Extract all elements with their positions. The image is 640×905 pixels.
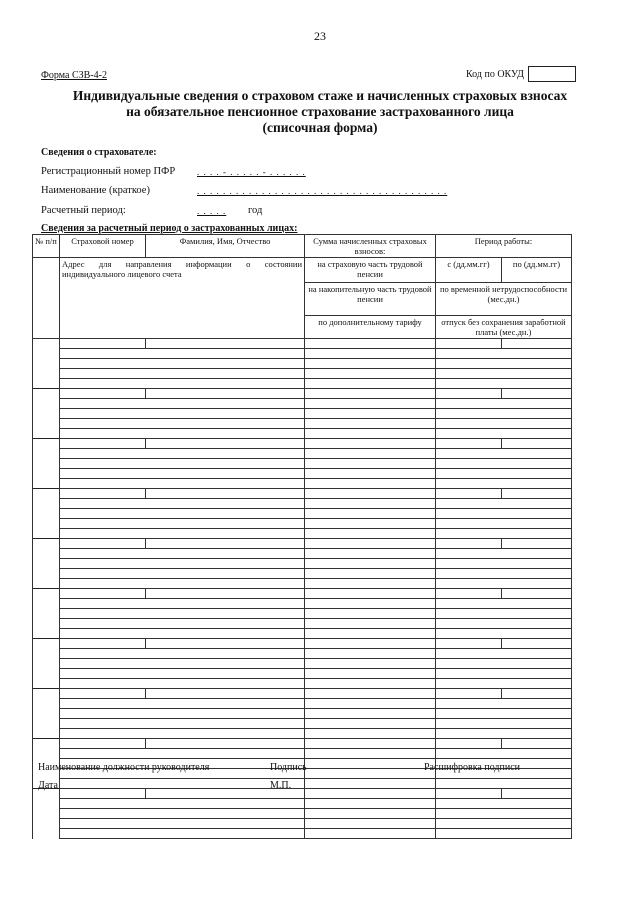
- contribution-cell[interactable]: [305, 639, 436, 649]
- period-to-cell[interactable]: [502, 739, 572, 749]
- snils-cell[interactable]: [60, 589, 146, 599]
- leave-cell[interactable]: [436, 359, 572, 369]
- record-number-cell[interactable]: [33, 709, 60, 719]
- period-to-cell[interactable]: [502, 639, 572, 649]
- record-line: [33, 589, 572, 599]
- record-line: [33, 459, 572, 469]
- contribution-cell[interactable]: [305, 829, 436, 839]
- record-number-cell[interactable]: [33, 729, 60, 739]
- record-line: [33, 719, 572, 729]
- unpaid-leave-header: отпуск без сохранения заработной платы (мес.дн.): [436, 316, 572, 339]
- title-line-2: на обязательное пенсионное страхование застрахованного лица: [126, 104, 514, 119]
- leave-cell[interactable]: [436, 749, 572, 759]
- address-cell[interactable]: [60, 779, 305, 789]
- address-cell[interactable]: [60, 629, 305, 639]
- period-from-cell[interactable]: [436, 439, 502, 449]
- contribution-cell[interactable]: [305, 609, 436, 619]
- fio-cell[interactable]: [146, 589, 305, 599]
- address-cell[interactable]: [60, 559, 305, 569]
- okud-code: [466, 66, 576, 82]
- record-number-cell[interactable]: [33, 689, 60, 699]
- okud-input-box[interactable]: [528, 66, 576, 82]
- leave-cell[interactable]: [436, 519, 572, 529]
- period-field[interactable]: . . . . .: [197, 206, 227, 216]
- address-cell[interactable]: [60, 719, 305, 729]
- record-line: [33, 469, 572, 479]
- reg-number-field[interactable]: . . . . - . . . . . - . . . . . .: [197, 167, 306, 177]
- record-line: [33, 699, 572, 709]
- contribution-cell[interactable]: [305, 379, 436, 389]
- signature-label: Подпись: [270, 762, 307, 773]
- okud-label: Код по ОКУД: [466, 68, 524, 80]
- record-number-cell[interactable]: [33, 469, 60, 479]
- contribution-cell[interactable]: [305, 659, 436, 669]
- snils-cell[interactable]: [60, 639, 146, 649]
- period-from-cell[interactable]: [436, 739, 502, 749]
- record-line: [33, 599, 572, 609]
- fio-cell[interactable]: [146, 639, 305, 649]
- contribution-cell[interactable]: [305, 349, 436, 359]
- form-title: [20, 88, 620, 136]
- record-line: [33, 649, 572, 659]
- address-cell[interactable]: [60, 709, 305, 719]
- record-number-cell[interactable]: [33, 479, 60, 489]
- leave-cell[interactable]: [436, 659, 572, 669]
- record-line: [33, 379, 572, 389]
- contribution-cell[interactable]: [305, 549, 436, 559]
- snils-cell[interactable]: [60, 439, 146, 449]
- address-cell[interactable]: [60, 669, 305, 679]
- address-cell[interactable]: [60, 369, 305, 379]
- leave-cell[interactable]: [436, 779, 572, 789]
- snils-cell[interactable]: [60, 389, 146, 399]
- record-number-cell[interactable]: [33, 799, 60, 809]
- address-cell[interactable]: [60, 619, 305, 629]
- contribution-cell[interactable]: [305, 479, 436, 489]
- insured-heading: Сведения за расчетный период о застрахованных лицах:: [41, 223, 298, 234]
- record-number-cell[interactable]: [33, 529, 60, 539]
- contribution-cell[interactable]: [305, 599, 436, 609]
- leave-cell[interactable]: [436, 569, 572, 579]
- address-cell[interactable]: [60, 569, 305, 579]
- contribution-cell[interactable]: [305, 439, 436, 449]
- leave-cell[interactable]: [436, 399, 572, 409]
- leave-cell[interactable]: [436, 549, 572, 559]
- leave-cell[interactable]: [436, 499, 572, 509]
- record-number-cell[interactable]: [33, 549, 60, 559]
- contribution-cell[interactable]: [305, 789, 436, 799]
- address-cell[interactable]: [60, 449, 305, 459]
- address-cell[interactable]: [60, 469, 305, 479]
- record-line: [33, 789, 572, 799]
- period-from-cell[interactable]: [436, 339, 502, 349]
- address-cell[interactable]: [60, 609, 305, 619]
- record-number-cell[interactable]: [33, 569, 60, 579]
- contribution-cell[interactable]: [305, 729, 436, 739]
- record-line: [33, 779, 572, 789]
- record-line: [33, 479, 572, 489]
- leave-cell[interactable]: [436, 409, 572, 419]
- sick-leave-header: по временной нетрудоспособности (мес.дн.): [436, 283, 572, 316]
- period-to-cell[interactable]: [502, 489, 572, 499]
- record-number-cell[interactable]: [33, 399, 60, 409]
- contribution-cell[interactable]: [305, 619, 436, 629]
- contribution-cell[interactable]: [305, 799, 436, 809]
- period-to-cell[interactable]: [502, 689, 572, 699]
- header-empty: [33, 258, 60, 339]
- record-number-cell[interactable]: [33, 619, 60, 629]
- contribution-cell[interactable]: [305, 539, 436, 549]
- contribution-cell[interactable]: [305, 459, 436, 469]
- record-line: [33, 669, 572, 679]
- address-cell[interactable]: [60, 819, 305, 829]
- record-number-cell[interactable]: [33, 589, 60, 599]
- address-cell[interactable]: [60, 579, 305, 589]
- fio-cell[interactable]: [146, 489, 305, 499]
- leave-cell[interactable]: [436, 369, 572, 379]
- leave-cell[interactable]: [436, 649, 572, 659]
- period-to-header: по (дд.мм.гг): [502, 258, 572, 283]
- name-field[interactable]: . . . . . . . . . . . . . . . . . . . . . . . . . . . . . . . . . . . . . . .: [197, 186, 448, 196]
- record-line: [33, 499, 572, 509]
- record-line: [33, 709, 572, 719]
- col-fio-header: Фамилия, Имя, Отчество: [146, 235, 305, 258]
- contribution-cell[interactable]: [305, 649, 436, 659]
- leave-cell[interactable]: [436, 459, 572, 469]
- address-cell[interactable]: [60, 499, 305, 509]
- period-from-cell[interactable]: [436, 489, 502, 499]
- record-number-cell[interactable]: [33, 809, 60, 819]
- contribution-cell[interactable]: [305, 529, 436, 539]
- contribution-cell[interactable]: [305, 469, 436, 479]
- record-line: [33, 489, 572, 499]
- record-number-cell[interactable]: [33, 429, 60, 439]
- leave-cell[interactable]: [436, 719, 572, 729]
- record-number-cell[interactable]: [33, 629, 60, 639]
- snils-cell[interactable]: [60, 789, 146, 799]
- contribution-cell[interactable]: [305, 759, 436, 769]
- record-line: [33, 679, 572, 689]
- contrib-funded-header: на накопительную часть трудовой пенсии: [305, 283, 436, 316]
- period-to-cell[interactable]: [502, 789, 572, 799]
- title-line-3: (списочная форма): [262, 120, 378, 135]
- leave-cell[interactable]: [436, 699, 572, 709]
- contribution-cell[interactable]: [305, 699, 436, 709]
- period-to-cell[interactable]: [502, 339, 572, 349]
- address-cell[interactable]: [60, 519, 305, 529]
- record-line: [33, 639, 572, 649]
- record-line: [33, 409, 572, 419]
- address-cell[interactable]: [60, 679, 305, 689]
- record-number-cell[interactable]: [33, 539, 60, 549]
- period-to-cell[interactable]: [502, 389, 572, 399]
- leave-cell[interactable]: [436, 469, 572, 479]
- record-line: [33, 539, 572, 549]
- leave-cell[interactable]: [436, 529, 572, 539]
- record-number-cell[interactable]: [33, 699, 60, 709]
- record-line: [33, 509, 572, 519]
- record-number-cell[interactable]: [33, 639, 60, 649]
- contribution-cell[interactable]: [305, 489, 436, 499]
- leave-cell[interactable]: [436, 609, 572, 619]
- contribution-cell[interactable]: [305, 369, 436, 379]
- employer-heading: Сведения о страхователе:: [41, 147, 157, 158]
- record-line: [33, 449, 572, 459]
- contribution-cell[interactable]: [305, 709, 436, 719]
- record-number-cell[interactable]: [33, 739, 60, 749]
- address-cell[interactable]: [60, 479, 305, 489]
- record-line: [33, 579, 572, 589]
- address-cell[interactable]: [60, 699, 305, 709]
- contribution-cell[interactable]: [305, 359, 436, 369]
- record-line: [33, 819, 572, 829]
- fio-cell[interactable]: [146, 689, 305, 699]
- col-num-header: № п/п: [33, 235, 60, 258]
- contribution-cell[interactable]: [305, 719, 436, 729]
- address-cell[interactable]: [60, 829, 305, 839]
- record-line: [33, 809, 572, 819]
- record-number-cell[interactable]: [33, 459, 60, 469]
- period-from-header: с (дд.мм.гг): [436, 258, 502, 283]
- period-to-cell[interactable]: [502, 439, 572, 449]
- address-cell[interactable]: [60, 359, 305, 369]
- form-code: Форма СЗВ-4-2: [41, 70, 107, 81]
- leave-cell[interactable]: [436, 559, 572, 569]
- address-cell[interactable]: [60, 399, 305, 409]
- contribution-cell[interactable]: [305, 579, 436, 589]
- contribution-cell[interactable]: [305, 679, 436, 689]
- address-cell[interactable]: [60, 419, 305, 429]
- record-number-cell[interactable]: [33, 449, 60, 459]
- record-number-cell[interactable]: [33, 659, 60, 669]
- page-number: 23: [314, 29, 326, 43]
- fio-cell[interactable]: [146, 439, 305, 449]
- record-number-cell[interactable]: [33, 419, 60, 429]
- leave-cell[interactable]: [436, 449, 572, 459]
- record-number-cell[interactable]: [33, 719, 60, 729]
- record-number-cell[interactable]: [33, 379, 60, 389]
- contribution-cell[interactable]: [305, 809, 436, 819]
- contribution-cell[interactable]: [305, 499, 436, 509]
- address-cell[interactable]: [60, 599, 305, 609]
- record-line: [33, 549, 572, 559]
- col-address-header: Адрес для направления информации о состоянии индивидуального лицевого счета: [60, 258, 305, 339]
- leave-cell[interactable]: [436, 829, 572, 839]
- fio-cell[interactable]: [146, 389, 305, 399]
- contribution-cell[interactable]: [305, 669, 436, 679]
- record-number-cell[interactable]: [33, 749, 60, 759]
- leave-cell[interactable]: [436, 619, 572, 629]
- record-line: [33, 559, 572, 569]
- record-number-cell[interactable]: [33, 339, 60, 349]
- record-line: [33, 749, 572, 759]
- insured-table: [32, 234, 572, 839]
- fio-cell[interactable]: [146, 739, 305, 749]
- leave-cell[interactable]: [436, 429, 572, 439]
- contribution-cell[interactable]: [305, 779, 436, 789]
- record-line: [33, 399, 572, 409]
- period-year-suffix: год: [248, 205, 263, 216]
- record-line: [33, 439, 572, 449]
- leave-cell[interactable]: [436, 349, 572, 359]
- record-number-cell[interactable]: [33, 509, 60, 519]
- period-to-cell[interactable]: [502, 539, 572, 549]
- record-line: [33, 729, 572, 739]
- contribution-cell[interactable]: [305, 749, 436, 759]
- record-line: [33, 689, 572, 699]
- contribution-cell[interactable]: [305, 399, 436, 409]
- contribution-cell[interactable]: [305, 509, 436, 519]
- fio-cell[interactable]: [146, 539, 305, 549]
- contrib-extra-header: по дополнительному тарифу: [305, 316, 436, 339]
- address-cell[interactable]: [60, 409, 305, 419]
- leave-cell[interactable]: [436, 669, 572, 679]
- leave-cell[interactable]: [436, 479, 572, 489]
- record-number-cell[interactable]: [33, 389, 60, 399]
- leave-cell[interactable]: [436, 679, 572, 689]
- record-number-cell[interactable]: [33, 439, 60, 449]
- leave-cell[interactable]: [436, 419, 572, 429]
- record-number-cell[interactable]: [33, 609, 60, 619]
- period-to-cell[interactable]: [502, 589, 572, 599]
- address-cell[interactable]: [60, 809, 305, 819]
- period-from-cell[interactable]: [436, 389, 502, 399]
- address-cell[interactable]: [60, 649, 305, 659]
- contribution-cell[interactable]: [305, 689, 436, 699]
- record-line: [33, 519, 572, 529]
- record-line: [33, 359, 572, 369]
- contribution-cell[interactable]: [305, 819, 436, 829]
- address-cell[interactable]: [60, 429, 305, 439]
- contribution-cell[interactable]: [305, 739, 436, 749]
- address-cell[interactable]: [60, 459, 305, 469]
- leave-cell[interactable]: [436, 809, 572, 819]
- col-contrib-header: Сумма начисленных страховых взносов:: [305, 235, 436, 258]
- date-label: Дата: [38, 780, 58, 791]
- contribution-cell[interactable]: [305, 419, 436, 429]
- record-line: [33, 349, 572, 359]
- record-number-cell[interactable]: [33, 359, 60, 369]
- contribution-cell[interactable]: [305, 589, 436, 599]
- period-from-cell[interactable]: [436, 539, 502, 549]
- contribution-cell[interactable]: [305, 339, 436, 349]
- record-line: [33, 339, 572, 349]
- contribution-cell[interactable]: [305, 569, 436, 579]
- contribution-cell[interactable]: [305, 519, 436, 529]
- leave-cell[interactable]: [436, 509, 572, 519]
- record-line: [33, 529, 572, 539]
- leave-cell[interactable]: [436, 599, 572, 609]
- record-line: [33, 429, 572, 439]
- record-number-cell[interactable]: [33, 409, 60, 419]
- address-cell[interactable]: [60, 529, 305, 539]
- period-from-cell[interactable]: [436, 589, 502, 599]
- record-line: [33, 799, 572, 809]
- leave-cell[interactable]: [436, 709, 572, 719]
- snils-cell[interactable]: [60, 489, 146, 499]
- record-number-cell[interactable]: [33, 349, 60, 359]
- record-line: [33, 659, 572, 669]
- record-number-cell[interactable]: [33, 679, 60, 689]
- reg-number-label: Регистрационный номер ПФР: [41, 166, 176, 177]
- record-number-cell[interactable]: [33, 499, 60, 509]
- record-line: [33, 369, 572, 379]
- period-from-cell[interactable]: [436, 639, 502, 649]
- record-number-cell[interactable]: [33, 819, 60, 829]
- address-cell[interactable]: [60, 729, 305, 739]
- address-cell[interactable]: [60, 659, 305, 669]
- period-label: Расчетный период:: [41, 205, 126, 216]
- record-line: [33, 389, 572, 399]
- record-line: [33, 609, 572, 619]
- contrib-insurance-header: на страховую часть трудовой пенсии: [305, 258, 436, 283]
- snils-cell[interactable]: [60, 339, 146, 349]
- period-from-cell[interactable]: [436, 689, 502, 699]
- period-from-cell[interactable]: [436, 789, 502, 799]
- leave-cell[interactable]: [436, 819, 572, 829]
- contribution-cell[interactable]: [305, 559, 436, 569]
- record-number-cell[interactable]: [33, 579, 60, 589]
- record-number-cell[interactable]: [33, 599, 60, 609]
- stamp-label: М.П.: [270, 780, 292, 791]
- leave-cell[interactable]: [436, 729, 572, 739]
- record-line: [33, 739, 572, 749]
- fio-cell[interactable]: [146, 339, 305, 349]
- address-cell[interactable]: [60, 749, 305, 759]
- record-line: [33, 419, 572, 429]
- record-line: [33, 569, 572, 579]
- record-number-cell[interactable]: [33, 559, 60, 569]
- address-cell[interactable]: [60, 379, 305, 389]
- leave-cell[interactable]: [436, 579, 572, 589]
- contribution-cell[interactable]: [305, 389, 436, 399]
- contribution-cell[interactable]: [305, 409, 436, 419]
- col-snils-header: Страховой номер: [60, 235, 146, 258]
- record-number-cell[interactable]: [33, 489, 60, 499]
- record-number-cell[interactable]: [33, 669, 60, 679]
- snils-cell[interactable]: [60, 689, 146, 699]
- address-cell[interactable]: [60, 349, 305, 359]
- record-line: [33, 629, 572, 639]
- record-number-cell[interactable]: [33, 649, 60, 659]
- snils-cell[interactable]: [60, 739, 146, 749]
- address-cell[interactable]: [60, 799, 305, 809]
- address-cell[interactable]: [60, 549, 305, 559]
- title-line-1: Индивидуальные сведения о страховом стаже и начисленных страховых взносах: [72, 88, 568, 103]
- name-label: Наименование (краткое): [41, 185, 150, 196]
- leave-cell[interactable]: [436, 379, 572, 389]
- record-number-cell[interactable]: [33, 369, 60, 379]
- contribution-cell[interactable]: [305, 769, 436, 779]
- record-line: [33, 619, 572, 629]
- leave-cell[interactable]: [436, 799, 572, 809]
- manager-position-label: Наименование должности руководителя: [38, 762, 210, 773]
- contribution-cell[interactable]: [305, 429, 436, 439]
- contribution-cell[interactable]: [305, 449, 436, 459]
- record-line: [33, 829, 572, 839]
- signature-decode-label: Расшифровка подписи: [424, 762, 520, 773]
- record-number-cell[interactable]: [33, 829, 60, 839]
- leave-cell[interactable]: [436, 629, 572, 639]
- col-period-header: Период работы:: [436, 235, 572, 258]
- snils-cell[interactable]: [60, 539, 146, 549]
- contribution-cell[interactable]: [305, 629, 436, 639]
- record-number-cell[interactable]: [33, 519, 60, 529]
- address-cell[interactable]: [60, 509, 305, 519]
